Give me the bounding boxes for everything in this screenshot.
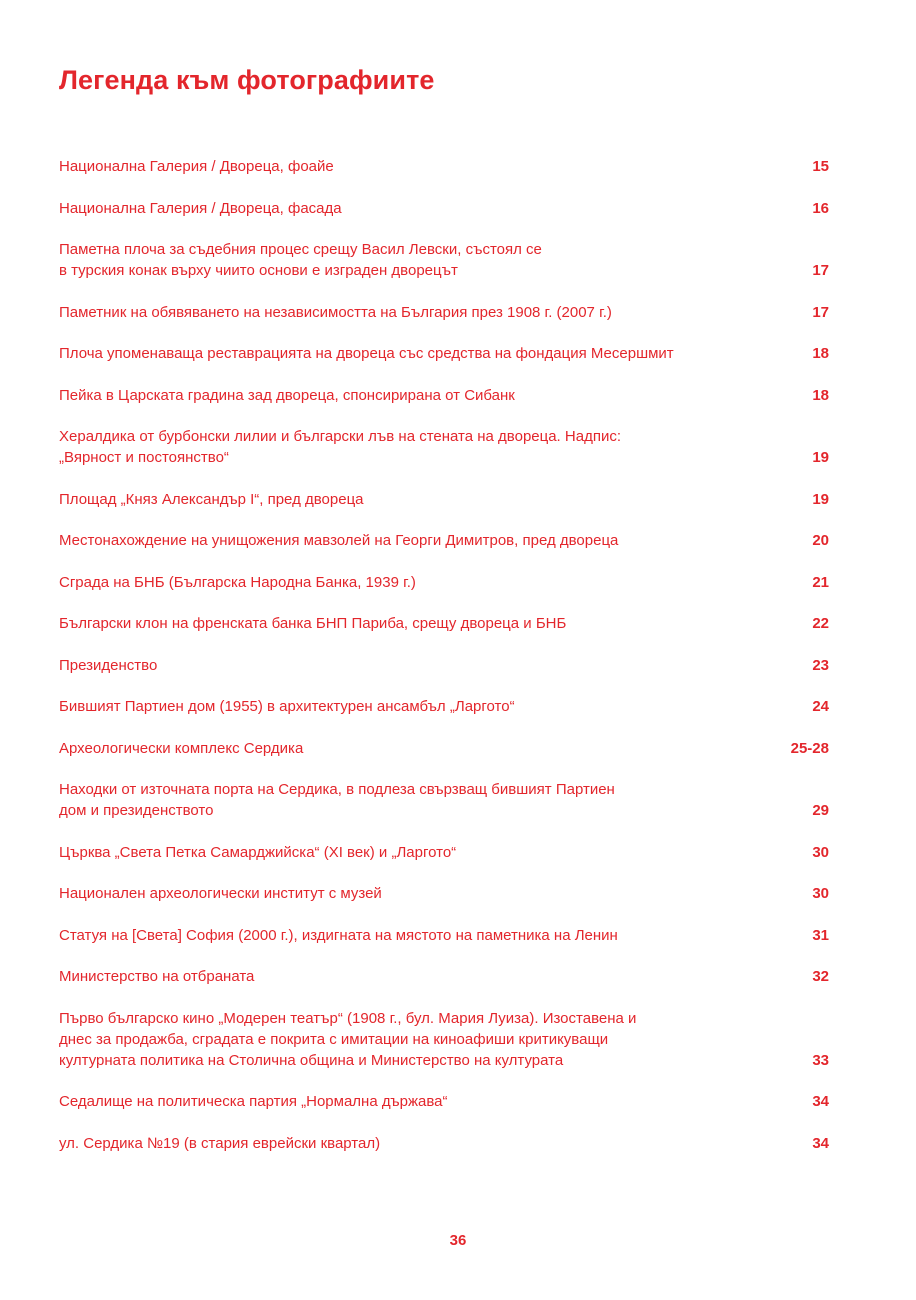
- legend-entry: [59, 572, 829, 593]
- legend-entry-page: 33: [812, 1051, 829, 1069]
- legend-entry-text: Археологически комплекс Сердика: [59, 739, 304, 757]
- legend-entry-text: Бившият Партиен дом (1955) в архитектурен ансамбъл „Ларгото“: [59, 698, 515, 715]
- legend-entry-page: 34: [812, 1093, 829, 1110]
- legend-entry-text: Пейка в Царската градина зад двореца, спонсирирана от Сибанк: [59, 386, 515, 404]
- legend-entry-text: Паметник на обявяването на независимостта на България през 1908 г. (2007 г.): [59, 303, 612, 321]
- legend-entry-page: 18: [812, 386, 829, 404]
- legend-entry: [59, 1133, 829, 1154]
- legend-entry-text: Министерство на отбраната: [59, 968, 255, 985]
- legend-entry: [59, 343, 829, 364]
- legend-entry-page: 30: [812, 843, 829, 861]
- legend-entry: [59, 925, 829, 946]
- legend-entry-page: 20: [812, 532, 829, 549]
- legend-entry-page: 18: [812, 345, 829, 362]
- legend-entry-page: 25-28: [790, 739, 829, 757]
- legend-entry: [59, 842, 829, 863]
- legend-entry-page: 17: [812, 262, 829, 279]
- legend-entry: [59, 1091, 829, 1112]
- legend-entry-text: Седалище на политическа партия „Нормална държава“: [59, 1093, 448, 1110]
- legend-entry: [59, 385, 829, 406]
- legend-entry-text: Паметна плоча за съдебния процес срещу Васил Левски, състоял се в турския конак върху чиито основи е изграден дворецът: [59, 241, 542, 279]
- legend-entry: [59, 883, 829, 904]
- legend-entry-page: 32: [812, 968, 829, 985]
- legend-entry-page: 19: [812, 449, 829, 466]
- page-title: Легенда към фотографиите: [59, 65, 435, 95]
- page-number: 36: [449, 1232, 467, 1249]
- legend-entry-page: 23: [812, 656, 829, 674]
- legend-entry-text: Находки от източната порта на Сердика, в подлеза свързващ бившият Партиен дом и президенството: [59, 781, 615, 819]
- legend-entry: [59, 779, 829, 821]
- legend-entry-text: Президенство: [59, 656, 158, 674]
- legend-entry: [59, 655, 829, 676]
- legend-entry-text: Национален археологически институт с музей: [59, 885, 382, 902]
- legend-entry-page: 17: [812, 303, 829, 321]
- legend-entry: [59, 426, 829, 468]
- legend-entry: [59, 696, 829, 717]
- legend-entry-text: ул. Сердика №19 (в стария еврейски квартал): [59, 1134, 381, 1152]
- legend-entry: [59, 530, 829, 551]
- legend-entry: [59, 1008, 829, 1071]
- legend-entry-text: Национална Галерия / Двореца, фоайе: [59, 158, 334, 175]
- legend-entry-text: Сграда на БНБ (Българска Народна Банка, 1939 г.): [59, 573, 416, 591]
- legend-entry-page: 31: [812, 926, 829, 944]
- legend-entry-page: 22: [812, 615, 829, 632]
- legend-entry-page: 24: [812, 698, 829, 715]
- legend-entry-text: Хералдика от бурбонски лилии и български лъв на стената на двореца. Надпис: „Вярност и постоянство“: [59, 428, 621, 466]
- legend-entry-page: 21: [812, 573, 829, 591]
- legend-entry-text: Български клон на френската банка БНП Париба, срещу двореца и БНБ: [59, 615, 567, 632]
- legend-entry-page: 19: [812, 490, 829, 508]
- legend-entry-text: Първо българско кино „Модерен театър“ (1908 г., бул. Мария Луиза). Изоставена и днес за продажба, сградата е покрита с имитации на киноафиши критикуващи културната политика на Столична община и Министерство на културата: [59, 1009, 637, 1069]
- legend-entry-page: 29: [812, 802, 829, 819]
- legend-entry: [59, 489, 829, 510]
- photo-legend-list: [59, 156, 829, 1174]
- legend-entry: [59, 302, 829, 323]
- legend-entry: [59, 198, 829, 219]
- legend-entry: [59, 156, 829, 177]
- legend-entry-page: 30: [812, 885, 829, 902]
- legend-entry-page: 16: [812, 199, 829, 217]
- legend-entry: [59, 966, 829, 987]
- legend-entry: [59, 738, 829, 759]
- legend-entry-text: Плоча упоменаваща реставрацията на двореца със средства на фондация Месершмит: [59, 345, 674, 362]
- legend-entry-text: Статуя на [Света] София (2000 г.), издигната на мястото на паметника на Ленин: [59, 926, 618, 944]
- legend-entry-text: Площад „Княз Александър I“, пред двореца: [59, 490, 364, 508]
- legend-entry-text: Национална Галерия / Двореца, фасада: [59, 199, 342, 217]
- legend-entry-page: 34: [812, 1134, 829, 1152]
- legend-entry: [59, 239, 829, 281]
- legend-entry-text: Местонахождение на унищожения мавзолей на Георги Димитров, пред двореца: [59, 532, 619, 549]
- legend-entry: [59, 613, 829, 634]
- legend-entry-page: 15: [812, 158, 829, 175]
- legend-entry-text: Църква „Света Петка Самарджийска“ (XI век) и „Ларгото“: [59, 843, 457, 861]
